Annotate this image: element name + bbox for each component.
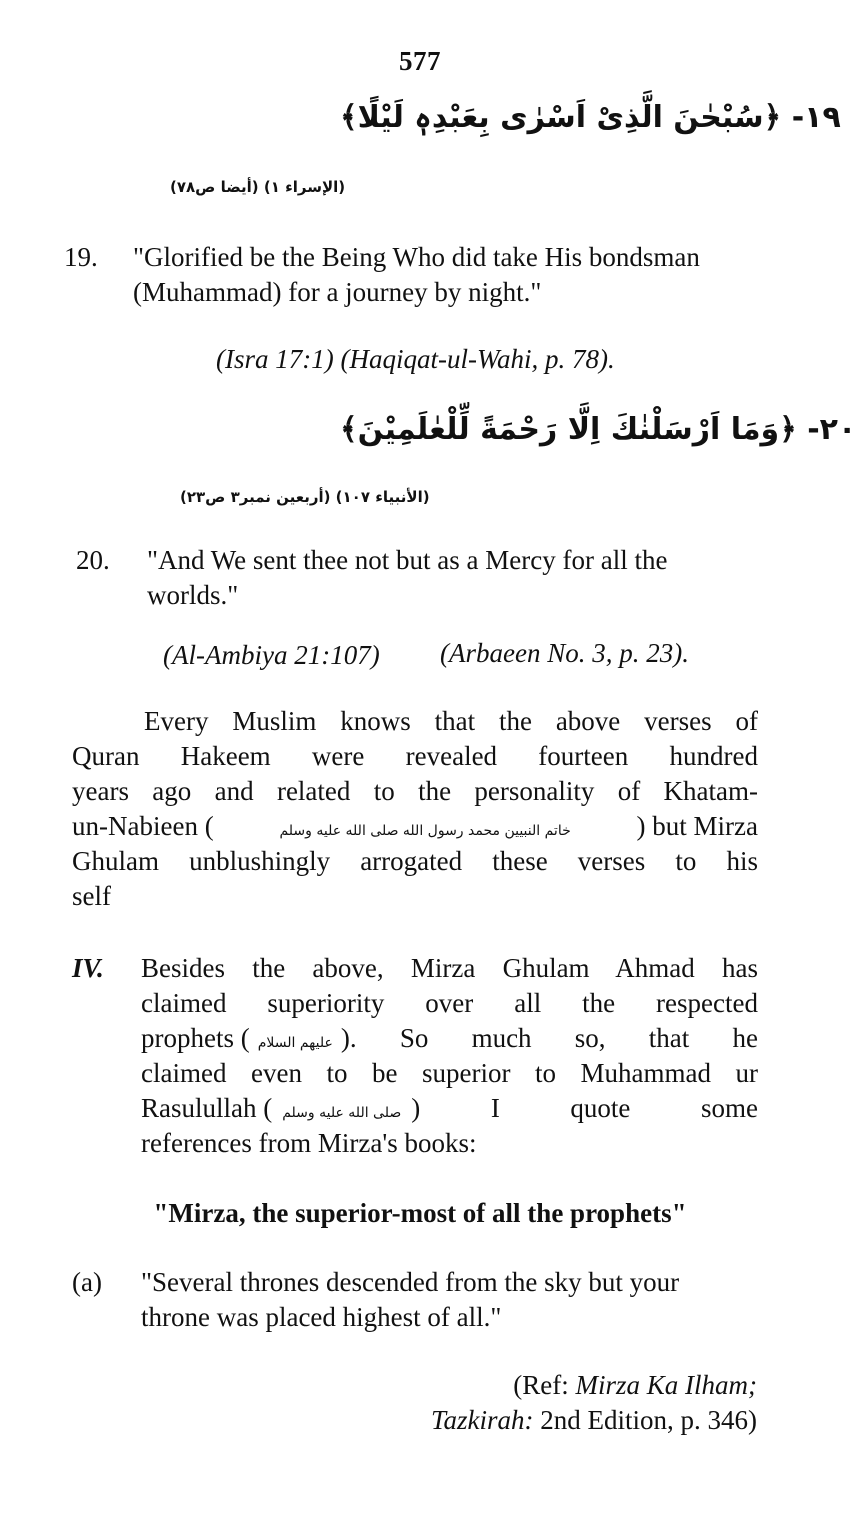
verse-19-number: 19.	[64, 242, 98, 272]
alaihim-salam-arabic: علیهم السلام	[257, 1035, 333, 1051]
section-iv-line-3-end: ). So much so, that he	[340, 1023, 758, 1053]
verse-20-number: 20.	[76, 545, 110, 575]
verse-20-translation: "And We sent thee not but as a Mercy for all the worlds."	[147, 545, 668, 610]
paragraph-line-1-text: Every Muslim knows that the above verses of	[144, 706, 758, 736]
paragraph-line-4-start: un-Nabieen (	[72, 811, 214, 841]
section-iv-line-1-text: Besides the above, Mirza Ghulam Ahmad has	[141, 953, 758, 983]
section-iv-line-2	[141, 988, 758, 1019]
paragraph-line-6	[72, 881, 758, 912]
paragraph-line-3	[72, 776, 758, 807]
item-a-reference-line-1	[513, 1370, 757, 1401]
item-a-text: "Several thrones descended from the sky but your throne was placed highest of all."	[141, 1267, 680, 1332]
ref-prefix: (Ref:	[513, 1370, 576, 1400]
item-a-reference-line-2	[431, 1405, 757, 1436]
paragraph-line-1	[144, 706, 758, 737]
paragraph-line-6-text: self	[72, 881, 111, 911]
sallallahu-alaihi-wasallam-arabic: صلی الله علیه وسلم	[282, 1105, 402, 1121]
section-iv-line-6	[141, 1128, 758, 1159]
section-iv-line-4-text: claimed even to be superior to Muhammad ur	[141, 1058, 758, 1088]
verse-19-translation: "Glorified be the Being Who did take His bondsman (Muhammad) for a journey by night."	[133, 242, 700, 307]
verse-20-citation-book: (Arbaeen No. 3, p. 23).	[440, 638, 689, 668]
paragraph-line-4-end: ) but Mirza	[636, 811, 758, 841]
section-iv-line-1	[141, 953, 758, 984]
section-iv-line-3-start: prophets (	[141, 1023, 250, 1053]
paragraph-line-5-text: Ghulam unblushingly arrogated these verses to his	[72, 846, 758, 876]
verse-19-arabic-reference: (الإسراء ۱) (أيضا ص۷۸)	[170, 178, 346, 196]
section-iv-line-5-end: ) I quote some	[411, 1093, 758, 1123]
page-number: 577	[399, 46, 441, 76]
item-a-number: (a)	[72, 1267, 102, 1297]
paragraph-line-4	[72, 811, 758, 842]
verse-19-arabic: ۱۹- ﴿سُبْحٰنَ الَّذِیْ اَسْرٰی بِعَبْدِہٖ لَیْلًا﴾	[340, 100, 841, 135]
section-iv-number: IV.	[72, 953, 104, 983]
verse-20-arabic-reference: (الأنبياء ۱۰۷) (أربعین نمبر۳ ص۲۳)	[180, 488, 430, 506]
section-iv-line-5-start: Rasulullah (	[141, 1093, 273, 1123]
paragraph-line-2-text: Quran Hakeem were revealed fourteen hundred	[72, 741, 758, 771]
section-iv-line-2-text: claimed superiority over all the respected	[141, 988, 758, 1018]
verse-20-arabic: ۲۰- ﴿وَمَا اَرْسَلْنٰكَ اِلَّا رَحْمَةً لِّلْعٰلَمِیْنَ﴾	[340, 412, 856, 447]
khatam-un-nabieen-arabic: خاتم النبیین محمد رسول الله صلی الله علیه وسلم	[279, 823, 571, 839]
ref-source-title: Mirza Ka Ilham;	[575, 1370, 757, 1400]
ref-book-title: Tazkirah:	[430, 1405, 534, 1435]
paragraph-line-2	[72, 741, 758, 772]
section-heading: "Mirza, the superior-most of all the prophets"	[153, 1198, 687, 1228]
paragraph-line-5	[72, 846, 758, 877]
verse-19-citation: (Isra 17:1) (Haqiqat-ul-Wahi, p. 78).	[216, 344, 615, 374]
section-iv-line-5	[141, 1093, 758, 1124]
section-iv-line-3	[141, 1023, 758, 1054]
section-iv-line-4	[141, 1058, 758, 1089]
paragraph-line-3-text: years ago and related to the personality of Khatam-	[72, 776, 758, 806]
ref-edition: 2nd Edition, p. 346)	[533, 1405, 757, 1435]
verse-20-citation-quran: (Al-Ambiya 21:107)	[163, 640, 380, 670]
section-iv-line-6-text: references from Mirza's books:	[141, 1128, 477, 1158]
